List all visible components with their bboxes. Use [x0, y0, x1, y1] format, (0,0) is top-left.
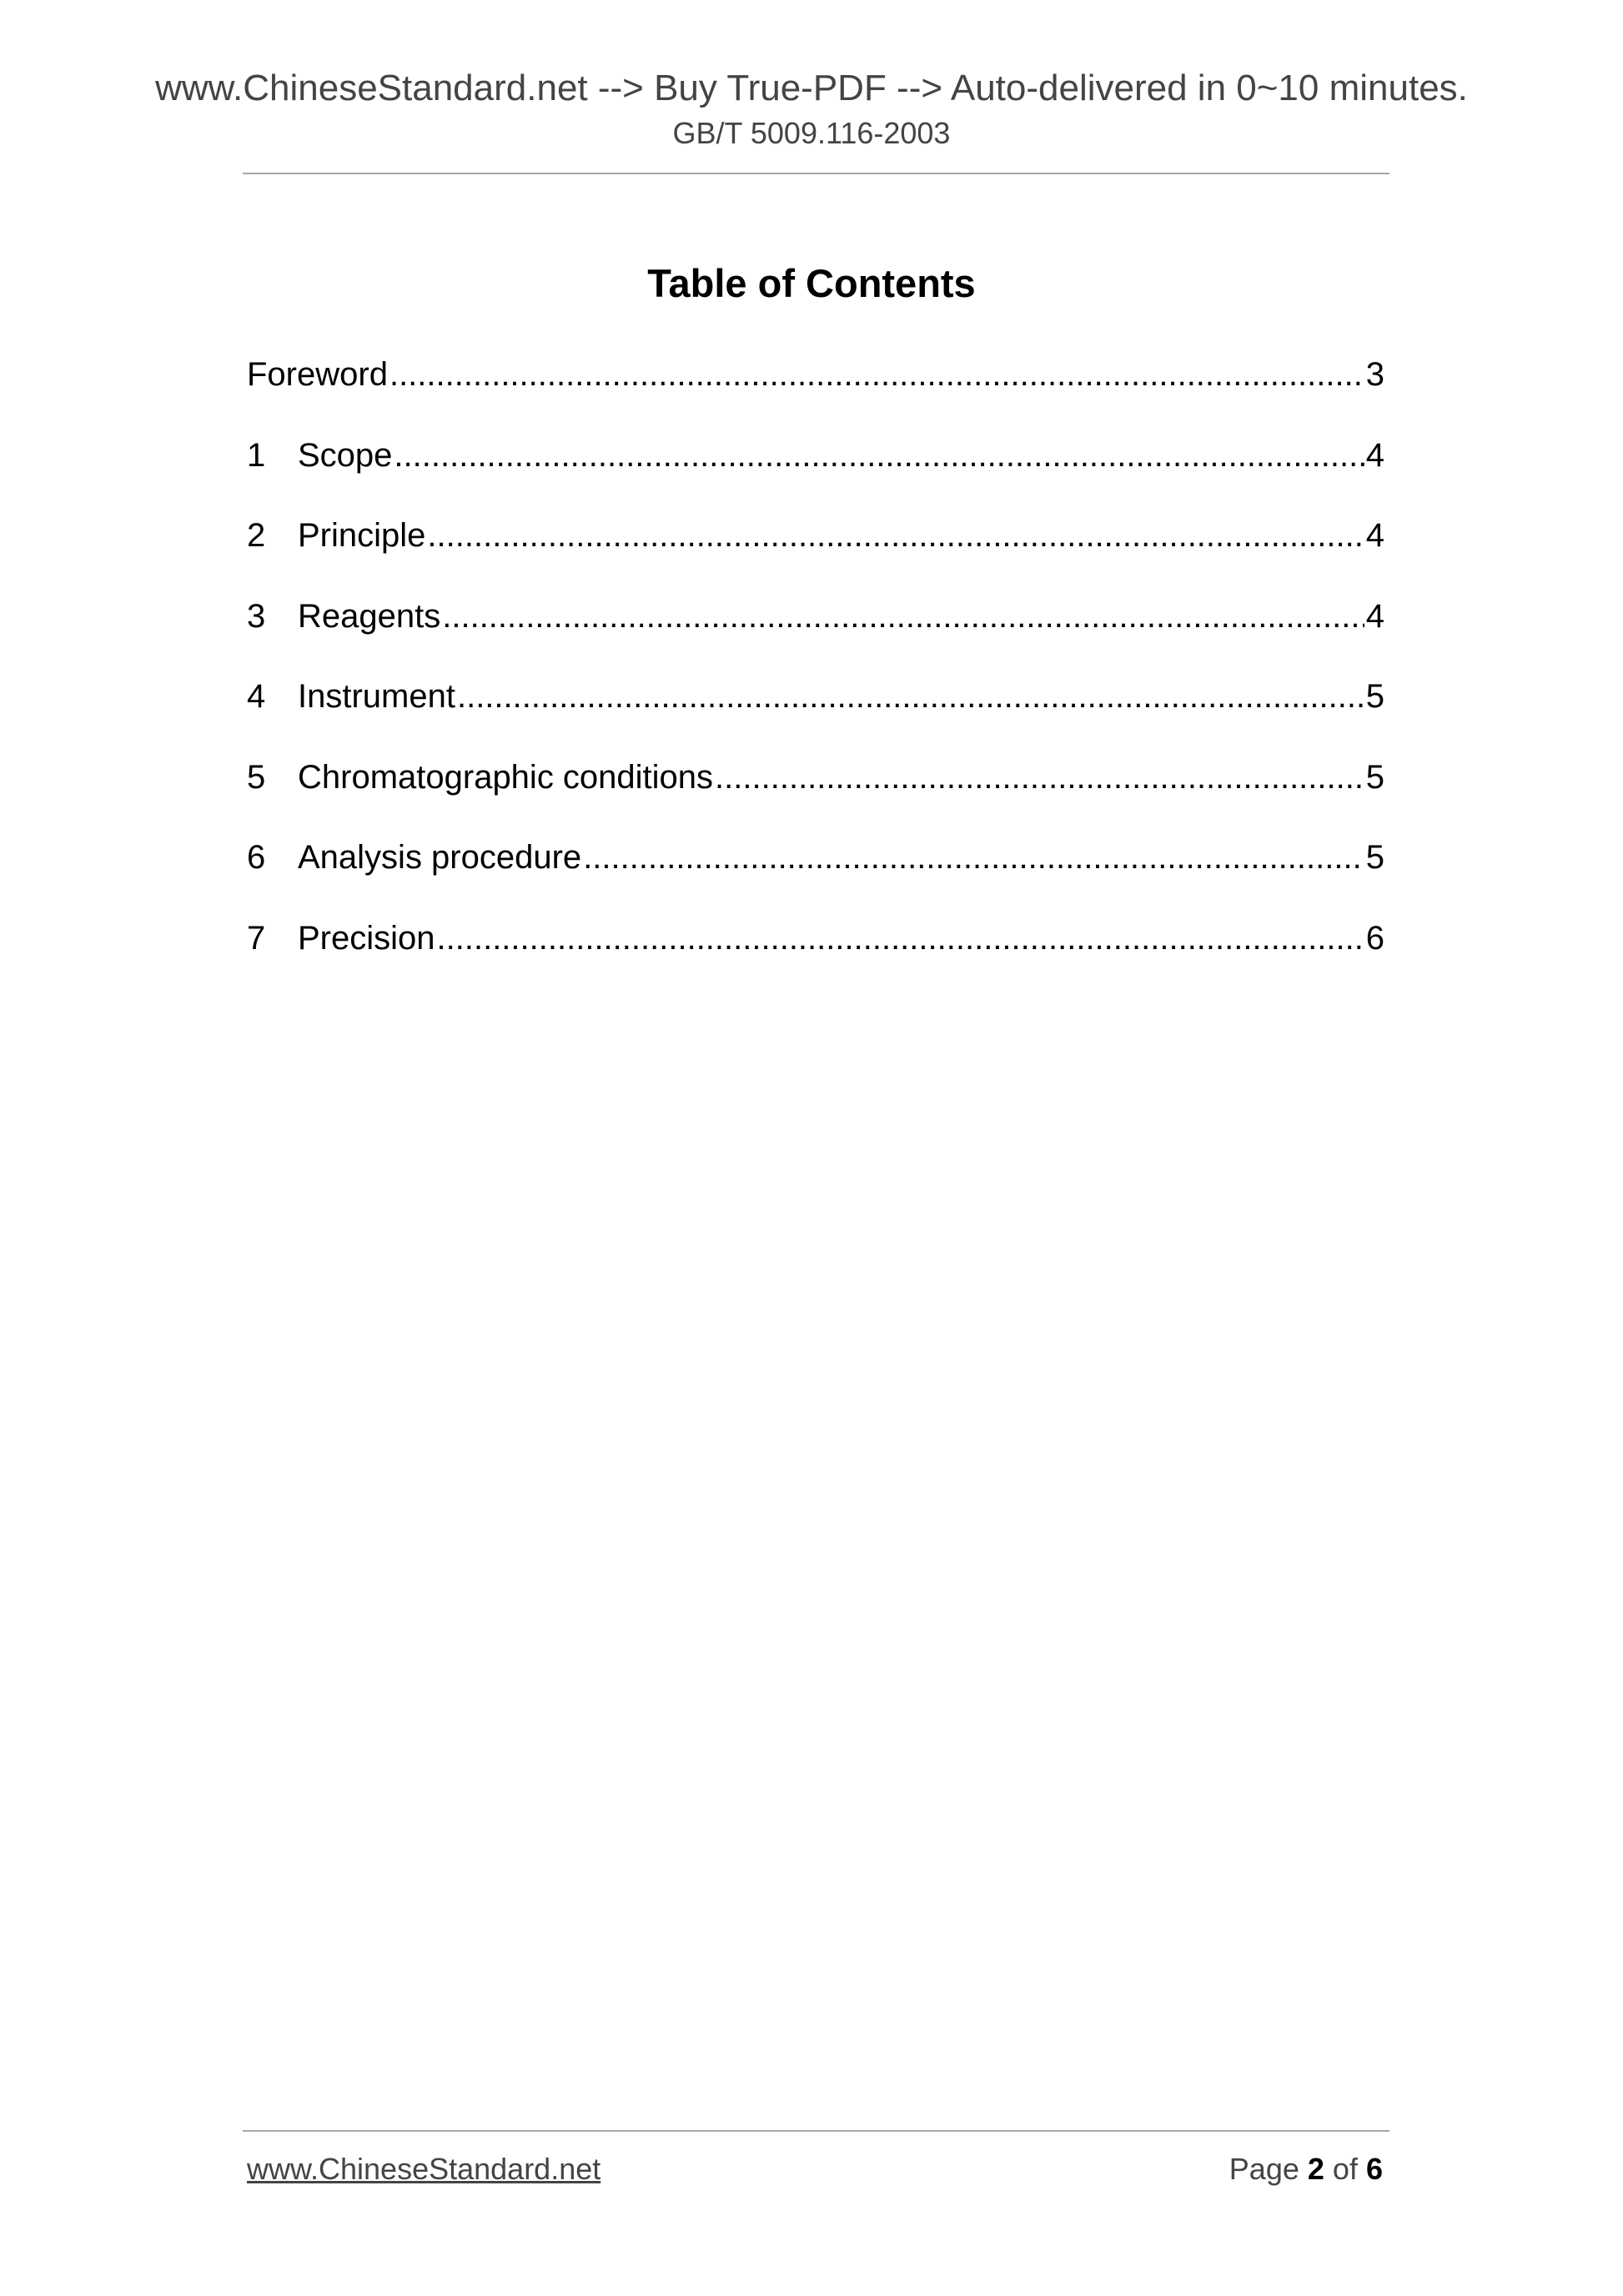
toc-title: Table of Contents [647, 261, 976, 305]
toc-entry-label: Foreword [247, 356, 388, 393]
toc-entry-label: Chromatographic conditions [298, 758, 714, 796]
toc-dot-leader [457, 671, 1364, 721]
toc-dot-leader [427, 510, 1364, 560]
toc-dot-leader [583, 832, 1364, 882]
header-banner: www.ChineseStandard.net --> Buy True-PDF --> Auto-delivered in 0~10 minutes. [155, 68, 1468, 108]
toc-entry-analysis-procedure[interactable] [247, 832, 1384, 913]
toc-entry-page: 5 [1365, 758, 1384, 796]
toc-entry-number: 1 [247, 436, 266, 474]
toc-entry-number: 2 [247, 517, 266, 554]
toc-entry-number: 7 [247, 919, 266, 957]
toc-entry-foreword[interactable] [247, 349, 1384, 430]
toc-entry-instrument[interactable] [247, 671, 1384, 752]
toc-entry-label: Principle [298, 517, 426, 554]
toc-dot-leader [394, 430, 1364, 480]
footer-divider [243, 2130, 1389, 2132]
toc-entry-number: 5 [247, 758, 266, 796]
toc-entry-page: 3 [1365, 356, 1384, 393]
footer-page-separator: of [1332, 2152, 1358, 2186]
toc-dot-leader [389, 349, 1364, 399]
footer-current-page: 2 [1307, 2152, 1324, 2186]
toc-entry-page: 6 [1365, 919, 1384, 957]
toc-list [247, 349, 1384, 993]
toc-entry-principle[interactable] [247, 510, 1384, 591]
toc-entry-label: Instrument [298, 678, 455, 715]
toc-entry-page: 4 [1365, 436, 1384, 474]
header-standard-number: GB/T 5009.116-2003 [672, 116, 951, 150]
toc-dot-leader [715, 752, 1364, 802]
toc-entry-precision[interactable] [247, 913, 1384, 994]
toc-entry-chromatographic-conditions[interactable] [247, 752, 1384, 833]
footer-total-pages: 6 [1365, 2152, 1383, 2186]
toc-entry-label: Analysis procedure [298, 839, 582, 876]
footer-page-indicator [1229, 2150, 1383, 2188]
toc-entry-number: 6 [247, 839, 266, 876]
toc-entry-label: Precision [298, 919, 435, 957]
toc-entry-page: 4 [1365, 597, 1384, 635]
toc-entry-page: 5 [1365, 839, 1384, 876]
toc-entry-number: 3 [247, 597, 266, 635]
toc-entry-page: 5 [1365, 678, 1384, 715]
footer-website-link[interactable]: www.ChineseStandard.net [247, 2152, 601, 2186]
toc-dot-leader [442, 591, 1364, 641]
header-divider [243, 173, 1389, 174]
toc-entry-reagents[interactable] [247, 591, 1384, 672]
toc-entry-page: 4 [1365, 517, 1384, 554]
footer-page-prefix: Page [1229, 2152, 1299, 2186]
toc-entry-scope[interactable] [247, 430, 1384, 511]
toc-entry-number: 4 [247, 678, 266, 715]
toc-entry-label: Scope [298, 436, 393, 474]
toc-entry-label: Reagents [298, 597, 441, 635]
toc-dot-leader [437, 913, 1364, 963]
